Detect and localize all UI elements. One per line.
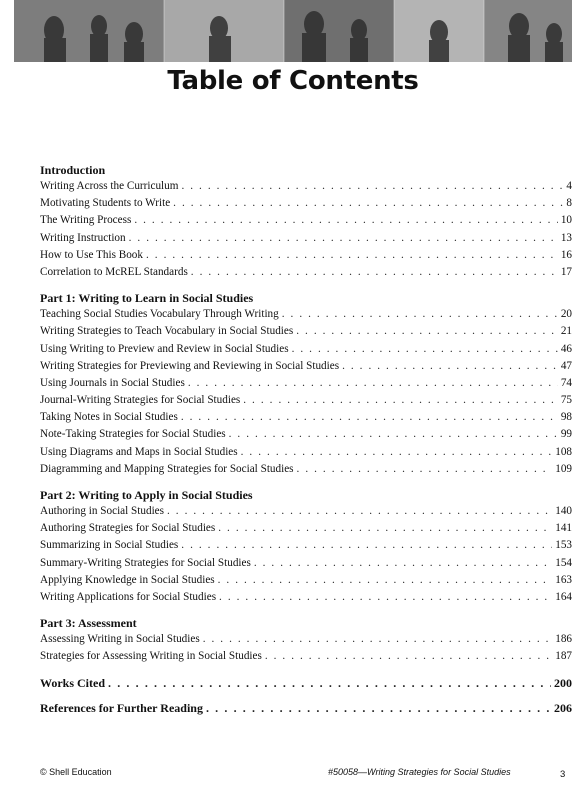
entry-label: Summary-Writing Strategies for Social Studies (40, 556, 251, 569)
toc-entry[interactable] (40, 230, 572, 247)
entry-page: 10 (560, 214, 572, 227)
toc-entry[interactable] (40, 503, 572, 520)
section-heading: Part 2: Writing to Apply in Social Studies (40, 488, 253, 502)
toc-entry[interactable] (40, 648, 572, 665)
dot-leader (203, 631, 553, 648)
entry-label: Authoring Strategies for Social Studies (40, 522, 216, 535)
entry-page: 13 (560, 231, 572, 244)
entry-page: 186 (555, 633, 572, 646)
dot-leader (218, 572, 553, 589)
entry-label: References for Further Reading (40, 700, 203, 715)
entry-page: 109 (555, 462, 572, 475)
toc-entry-works-cited[interactable] (40, 675, 572, 692)
dot-leader (282, 306, 558, 323)
toc-entry[interactable] (40, 178, 572, 195)
dot-leader (173, 195, 563, 212)
entry-label: Assessing Writing in Social Studies (40, 633, 200, 646)
dot-leader (146, 247, 558, 264)
section-heading: Introduction (40, 163, 106, 177)
entry-label: Motivating Students to Write (40, 197, 171, 210)
entry-label: Works Cited (40, 675, 106, 690)
entry-page: 200 (554, 675, 572, 690)
toc-entry[interactable] (40, 264, 572, 281)
dot-leader (229, 426, 558, 443)
toc-entry[interactable] (40, 195, 572, 212)
engraving-illustration (14, 0, 572, 62)
entry-page: 153 (555, 539, 572, 552)
toc-entry[interactable] (40, 212, 572, 229)
toc-entry[interactable] (40, 323, 572, 340)
toc-entry[interactable] (40, 461, 572, 478)
entry-page: 98 (560, 411, 572, 424)
toc-entry[interactable] (40, 426, 572, 443)
entry-page: 99 (560, 428, 572, 441)
section-part-2 (40, 487, 572, 606)
toc-entry[interactable] (40, 631, 572, 648)
entry-page: 16 (560, 248, 572, 261)
entry-label: Writing Applications for Social Studies (40, 590, 217, 603)
entry-label: Note-Taking Strategies for Social Studies (40, 428, 226, 441)
dot-leader (167, 503, 552, 520)
entry-label: Summarizing in Social Studies (40, 539, 179, 552)
toc-entry[interactable] (40, 572, 572, 589)
entry-page: 21 (560, 325, 572, 338)
toc-entry[interactable] (40, 392, 572, 409)
header-illustration (14, 0, 572, 62)
dot-leader (134, 212, 557, 229)
dot-leader (219, 589, 552, 606)
toc-entry[interactable] (40, 444, 572, 461)
dot-leader (296, 323, 558, 340)
dot-leader (292, 341, 558, 358)
entry-label: How to Use This Book (40, 248, 143, 261)
toc-entry[interactable] (40, 520, 572, 537)
toc-entry[interactable] (40, 589, 572, 606)
entry-label: Correlation to McREL Standards (40, 265, 188, 278)
entry-page: 140 (555, 505, 572, 517)
entry-label: Strategies for Assessing Writing in Social Studies (40, 650, 262, 663)
toc-entry[interactable] (40, 247, 572, 264)
dot-leader (241, 444, 553, 461)
dot-leader (181, 409, 558, 426)
entry-page: 4 (566, 180, 572, 192)
dot-leader (265, 648, 552, 665)
toc-entry-references[interactable] (40, 700, 572, 717)
entry-label: Using Journals in Social Studies (40, 376, 185, 389)
dot-leader (129, 230, 558, 247)
dot-leader (181, 537, 552, 554)
entry-page: 46 (560, 342, 572, 355)
section-part-3 (40, 615, 572, 665)
entry-page: 108 (555, 445, 572, 458)
entry-label: Taking Notes in Social Studies (40, 411, 178, 424)
entry-label: Writing Strategies for Previewing and Reviewing in Social Studies (40, 359, 340, 372)
toc-entry[interactable] (40, 306, 572, 323)
toc-entry[interactable] (40, 409, 572, 426)
entry-label: Using Diagrams and Maps in Social Studies (40, 445, 238, 458)
entry-label: Writing Instruction (40, 231, 126, 244)
entry-label: The Writing Process (40, 214, 132, 227)
toc-entry[interactable] (40, 341, 572, 358)
page-title: Table of Contents (167, 66, 419, 96)
toc-entry[interactable] (40, 555, 572, 572)
entry-page: 20 (560, 308, 572, 321)
entry-page: 206 (554, 700, 572, 715)
entry-page: 163 (555, 573, 572, 586)
dot-leader (342, 358, 558, 375)
dot-leader (191, 264, 558, 281)
book-title: #50058—Writing Strategies for Social Studies (328, 767, 511, 777)
dot-leader (254, 555, 552, 572)
entry-page: 154 (555, 556, 572, 569)
entry-label: Writing Across the Curriculum (40, 180, 179, 192)
entry-label: Applying Knowledge in Social Studies (40, 573, 215, 586)
dot-leader (297, 461, 553, 478)
entry-page: 17 (560, 265, 572, 278)
entry-label: Teaching Social Studies Vocabulary Through Writing (40, 308, 279, 321)
dot-leader (181, 178, 563, 195)
toc-entry[interactable] (40, 375, 572, 392)
copyright-text: © Shell Education (40, 767, 112, 777)
entry-page: 164 (555, 590, 572, 603)
section-part-1 (40, 290, 572, 478)
entry-page: 47 (560, 359, 572, 372)
dot-leader (218, 520, 552, 537)
dot-leader (188, 375, 558, 392)
dot-leader (206, 700, 551, 717)
entry-page: 75 (560, 394, 572, 407)
table-of-contents (40, 162, 572, 725)
page-footer (0, 767, 586, 783)
dot-leader (108, 675, 551, 692)
entry-label: Writing Strategies to Teach Vocabulary in Social Studies (40, 325, 294, 338)
toc-entry[interactable] (40, 358, 572, 375)
section-heading: Part 3: Assessment (40, 616, 137, 631)
entry-page: 74 (560, 376, 572, 389)
entry-page: 8 (566, 197, 572, 210)
dot-leader (243, 392, 558, 409)
section-introduction (40, 162, 572, 281)
toc-entry[interactable] (40, 537, 572, 554)
page-number: 3 (560, 769, 566, 780)
entry-label: Journal-Writing Strategies for Social Studies (40, 394, 241, 407)
entry-label: Using Writing to Preview and Review in Social Studies (40, 342, 289, 355)
entry-page: 141 (555, 522, 572, 535)
entry-label: Diagramming and Mapping Strategies for Social Studies (40, 462, 294, 475)
entry-page: 187 (555, 650, 572, 663)
entry-label: Authoring in Social Studies (40, 505, 164, 517)
section-heading: Part 1: Writing to Learn in Social Studies (40, 291, 254, 306)
